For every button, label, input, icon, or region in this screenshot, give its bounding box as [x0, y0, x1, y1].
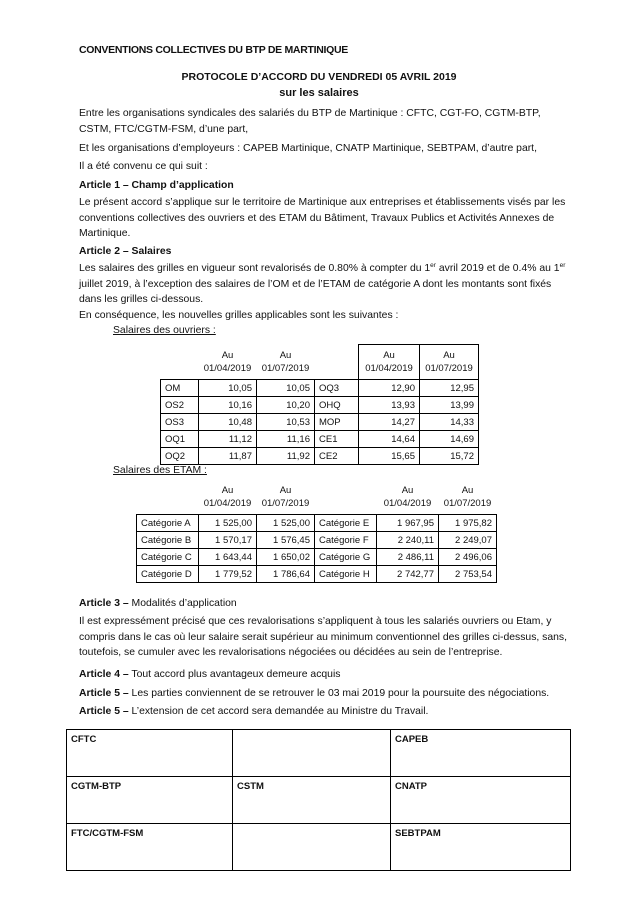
signature-cell: CFTC — [67, 730, 233, 777]
etam-row — [137, 532, 497, 549]
etam-header-date1: Au 01/04/2019 — [199, 480, 257, 515]
etam-category: Catégorie F — [315, 532, 377, 549]
ouvriers-value-jul: 11,92 — [257, 448, 315, 465]
etam-value-apr: 2 486,11 — [377, 549, 439, 566]
article5-extension: Article 5 – L’extension de cet accord sera demandée au Ministre du Travail. — [79, 706, 429, 717]
signature-cell: SEBTPAM — [391, 824, 571, 871]
signature-cell: CNATP — [391, 777, 571, 824]
etam-label: Salaires des ETAM : — [113, 465, 207, 476]
etam-value-apr: 2 240,11 — [377, 532, 439, 549]
etam-value-jul: 2 249,07 — [439, 532, 497, 549]
etam-value-jul: 1 525,00 — [257, 515, 315, 532]
ouvriers-value-jul: 10,05 — [257, 380, 315, 397]
etam-value-apr: 1 525,00 — [199, 515, 257, 532]
ouvriers-category: CE2 — [315, 448, 359, 465]
ouvriers-header-date1: Au 01/04/2019 — [199, 345, 257, 380]
etam-category: Catégorie C — [137, 549, 199, 566]
ouvriers-value-apr: 10,48 — [199, 414, 257, 431]
article2-heading: Article 2 – Salaires — [79, 246, 172, 257]
signature-cell: CAPEB — [391, 730, 571, 777]
article1-heading: Article 1 – Champ d’application — [79, 180, 234, 191]
ouvriers-value-jul: 11,16 — [257, 431, 315, 448]
ouvriers-value-apr: 12,90 — [359, 380, 420, 397]
article3-text: Il est expressément précisé que ces revalorisations s’appliquent à tous les salariés ouvriers ou Etam, y compris dans le cas où leur salaire serait supérieur au minimum conventionnel des grilles ci-dessus, sans, toutefois, se cumuler avec les revalorisations négociées ou décidées au sein de l’entreprise. — [79, 616, 568, 658]
etam-category: Catégorie H — [315, 566, 377, 583]
article3-heading: Article 3 – Modalités d’application — [79, 598, 237, 609]
intro-agreement: Il a été convenu ce qui suit : — [79, 161, 208, 172]
ouvriers-row — [161, 380, 479, 397]
signature-cell: CSTM — [233, 777, 391, 824]
etam-row — [137, 515, 497, 532]
ouvriers-category: OS2 — [161, 397, 199, 414]
ouvriers-label: Salaires des ouvriers : — [113, 325, 216, 336]
ouvriers-category: CE1 — [315, 431, 359, 448]
intro-parties-employers: Et les organisations d’employeurs : CAPEB Martinique, CNATP Martinique, SEBTPAM, d’autre part, — [79, 143, 537, 154]
etam-value-jul: 2 496,06 — [439, 549, 497, 566]
ouvriers-value-jul: 10,20 — [257, 397, 315, 414]
ouvriers-category: OS3 — [161, 414, 199, 431]
signature-row — [67, 777, 571, 824]
protocol-title: PROTOCOLE D’ACCORD DU VENDREDI 05 AVRIL 2019 — [181, 71, 457, 83]
ouvriers-category: MOP — [315, 414, 359, 431]
etam-category: Catégorie B — [137, 532, 199, 549]
article1-text: Le présent accord s’applique sur le territoire de Martinique aux entreprises et établissements visés par les conventions collectives des ouvriers et des ETAM du Bâtiment, Travaux Publics et Activités Annexes de Martinique. — [79, 197, 566, 239]
ouvriers-value-apr: 10,05 — [199, 380, 257, 397]
signature-cell — [233, 824, 391, 871]
ouvriers-value-jul: 14,33 — [420, 414, 479, 431]
signature-table — [66, 729, 571, 871]
etam-category: Catégorie G — [315, 549, 377, 566]
etam-value-jul: 2 753,54 — [439, 566, 497, 583]
article2-text: Les salaires des grilles en vigueur sont revalorisés de 0.80% à compter du 1er avril 2019 et de 0.4% au 1er juillet 2019, à l’exception des salaires de l’OM et de l’ETAM de catégorie A dont les montants sont fixés dans les grilles ci-dessous. — [79, 262, 566, 305]
etam-category: Catégorie E — [315, 515, 377, 532]
signature-cell: FTC/CGTM-FSM — [67, 824, 233, 871]
ouvriers-value-jul: 12,95 — [420, 380, 479, 397]
signature-row — [67, 824, 571, 871]
etam-value-jul: 1 576,45 — [257, 532, 315, 549]
article4: Article 4 – Tout accord plus avantageux demeure acquis — [79, 669, 341, 680]
ouvriers-value-jul: 15,72 — [420, 448, 479, 465]
ouvriers-row — [161, 397, 479, 414]
ouvriers-header-date3: Au 01/04/2019 — [359, 345, 420, 380]
ouvriers-value-apr: 13,93 — [359, 397, 420, 414]
etam-category: Catégorie A — [137, 515, 199, 532]
ouvriers-row — [161, 414, 479, 431]
ouvriers-value-apr: 10,16 — [199, 397, 257, 414]
ouvriers-value-apr: 15,65 — [359, 448, 420, 465]
ouvriers-category: OQ3 — [315, 380, 359, 397]
signature-cell: CGTM-BTP — [67, 777, 233, 824]
ouvriers-category: OM — [161, 380, 199, 397]
etam-value-apr: 1 779,52 — [199, 566, 257, 583]
etam-category: Catégorie D — [137, 566, 199, 583]
etam-header-date3: Au 01/04/2019 — [377, 480, 439, 515]
ouvriers-row — [161, 448, 479, 465]
etam-header-date4: Au 01/07/2019 — [439, 480, 497, 515]
ouvriers-header-date2: Au 01/07/2019 — [257, 345, 315, 380]
ouvriers-row — [161, 431, 479, 448]
etam-salary-table — [136, 480, 497, 583]
ouvriers-value-apr: 14,27 — [359, 414, 420, 431]
etam-value-apr: 1 570,17 — [199, 532, 257, 549]
ouvriers-salary-table — [160, 344, 479, 465]
etam-value-apr: 1 967,95 — [377, 515, 439, 532]
ouvriers-header-date4: Au 01/07/2019 — [420, 345, 479, 380]
ouvriers-value-apr: 14,64 — [359, 431, 420, 448]
signature-cell — [233, 730, 391, 777]
ouvriers-value-jul: 13,99 — [420, 397, 479, 414]
etam-value-jul: 1 650,02 — [257, 549, 315, 566]
document-header: CONVENTIONS COLLECTIVES DU BTP DE MARTINIQUE — [79, 44, 348, 56]
etam-header-date2: Au 01/07/2019 — [257, 480, 315, 515]
etam-row — [137, 566, 497, 583]
ouvriers-value-jul: 14,69 — [420, 431, 479, 448]
ouvriers-category: OQ2 — [161, 448, 199, 465]
article2-text2: En conséquence, les nouvelles grilles applicables sont les suivantes : — [79, 310, 399, 321]
etam-value-jul: 1 786,64 — [257, 566, 315, 583]
article5-negotiation: Article 5 – Les parties conviennent de se retrouver le 03 mai 2019 pour la poursuite des négociations. — [79, 688, 550, 699]
intro-parties-unions: Entre les organisations syndicales des salariés du BTP de Martinique : CFTC, CGT-FO, CGTM-BTP, CSTM, FTC/CGTM-FSM, d’une part, — [79, 108, 541, 135]
etam-value-apr: 2 742,77 — [377, 566, 439, 583]
ouvriers-category: OHQ — [315, 397, 359, 414]
ouvriers-value-jul: 10,53 — [257, 414, 315, 431]
ouvriers-category: OQ1 — [161, 431, 199, 448]
etam-value-jul: 1 975,82 — [439, 515, 497, 532]
ouvriers-value-apr: 11,12 — [199, 431, 257, 448]
etam-value-apr: 1 643,44 — [199, 549, 257, 566]
signature-row — [67, 730, 571, 777]
etam-row — [137, 549, 497, 566]
protocol-subtitle: sur les salaires — [279, 87, 359, 99]
ouvriers-value-apr: 11,87 — [199, 448, 257, 465]
